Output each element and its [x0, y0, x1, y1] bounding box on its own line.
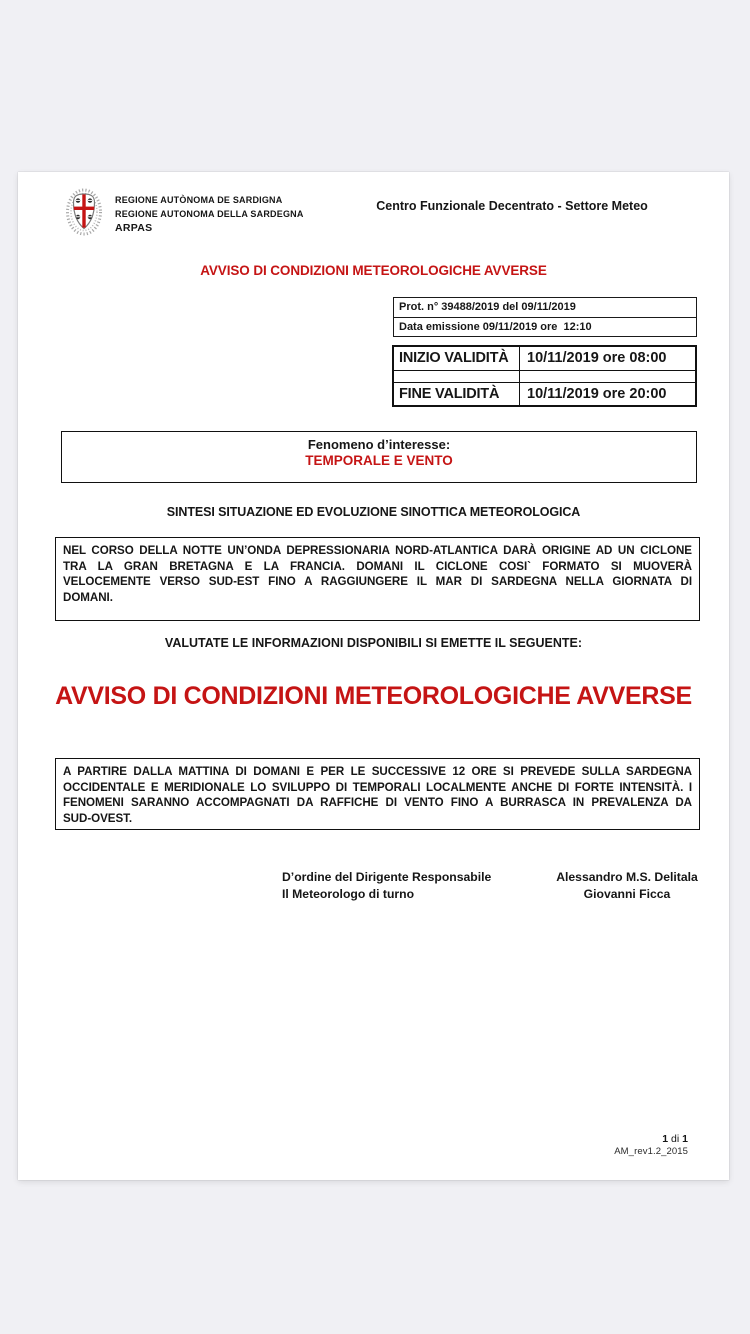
issuing-office: Centro Funzionale Decentrato - Settore Meteo [376, 199, 648, 213]
warning-body: A PARTIRE DALLA MATTINA DI DOMANI E PER LE SUCCESSIVE 12 ORE SI PREVEDE SULLA SARDEGNA OCCIDENTALE E MERIDIONALE LO SVILUPPO DI TEMPORALI LOCALMENTE ANCHE DI FORTE INTENSITÀ. I FENOMENI SARANNO ACCOMPAGNATI DA RAFFICHE DI VENTO FINO A BURRASCA IN PREVALENZA DA SUD-OVEST. [63, 765, 692, 825]
revision-code: AM_rev1.2_2015 [614, 1146, 688, 1157]
emission-date-row: Data emissione 09/11/2019 ore 12:10 [394, 317, 696, 336]
page-indicator [614, 1133, 688, 1145]
org-name-italian: REGIONE AUTONOMA DELLA SARDEGNA [115, 208, 304, 219]
validity-table [392, 345, 697, 407]
validity-end-value: 10/11/2019 ore 20:00 [527, 386, 667, 402]
validity-end-label: FINE VALIDITÀ [394, 383, 520, 405]
validity-start-label: INIZIO VALIDITÀ [394, 347, 520, 370]
synthesis-body: NEL CORSO DELLA NOTTE UN’ONDA DEPRESSIONARIA NORD-ATLANTICA DARÀ ORIGINE AD UN CICLONE TRA LA GRAN BRETAGNA E LA FRANCIA. DOMANI IL CICLONE COSI` FORMATO SI MUOVERÀ VELOCEMENTE VERSO SUD-EST FINO A RAGGIUNGERE IL MAR DI SARDEGNA NELLA GIORNATA DI DOMANI. [63, 544, 692, 604]
phenomenon-box [61, 431, 697, 483]
protocol-table [393, 297, 697, 337]
page-of-label: di [671, 1133, 680, 1145]
statement-intro: VALUTATE LE INFORMAZIONI DISPONIBILI SI EMETTE IL SEGUENTE: [164, 636, 583, 650]
signature-name-line2: Giovanni Ficca [583, 886, 671, 901]
org-acronym: ARPAS [115, 222, 153, 234]
page-total: 1 [682, 1133, 688, 1145]
protocol-number-row: Prot. n° 39488/2019 del 09/11/2019 [399, 301, 576, 313]
signature-role-line1: D’ordine del Dirigente Responsabile [282, 870, 492, 884]
phenomenon-value: TEMPORALE E VENTO [305, 453, 453, 468]
document-page [18, 172, 729, 1180]
validity-spacer-row [394, 370, 695, 382]
notice-title-small: AVVISO DI CONDIZIONI METEOROLOGICHE AVVERSE [200, 263, 547, 278]
validity-start-value: 10/11/2019 ore 08:00 [527, 350, 667, 366]
warning-box [55, 758, 700, 830]
validity-spacer-value [520, 371, 695, 382]
synthesis-box [55, 537, 700, 621]
signature-names [546, 869, 708, 902]
sardinia-coat-of-arms-icon [65, 187, 103, 237]
validity-spacer-label [394, 371, 520, 382]
main-title: AVVISO DI CONDIZIONI METEOROLOGICHE AVVERSE [55, 682, 692, 710]
signature-role-line2: Il Meteorologo di turno [282, 886, 415, 901]
signature-roles [282, 869, 491, 902]
page-number: 1 [662, 1133, 669, 1145]
validity-end-row [394, 382, 695, 405]
org-name-sardinian: REGIONE AUTÒNOMA DE SARDIGNA [115, 195, 283, 205]
validity-start-row [394, 347, 695, 370]
page-footer [614, 1133, 688, 1157]
signature-name-line1: Alessandro M.S. Delitala [556, 870, 698, 884]
phenomenon-label: Fenomeno d’interesse: [307, 437, 451, 452]
synthesis-heading: SINTESI SITUAZIONE ED EVOLUZIONE SINOTTICA METEOROLOGICA [166, 505, 581, 519]
organization-block [115, 194, 304, 235]
